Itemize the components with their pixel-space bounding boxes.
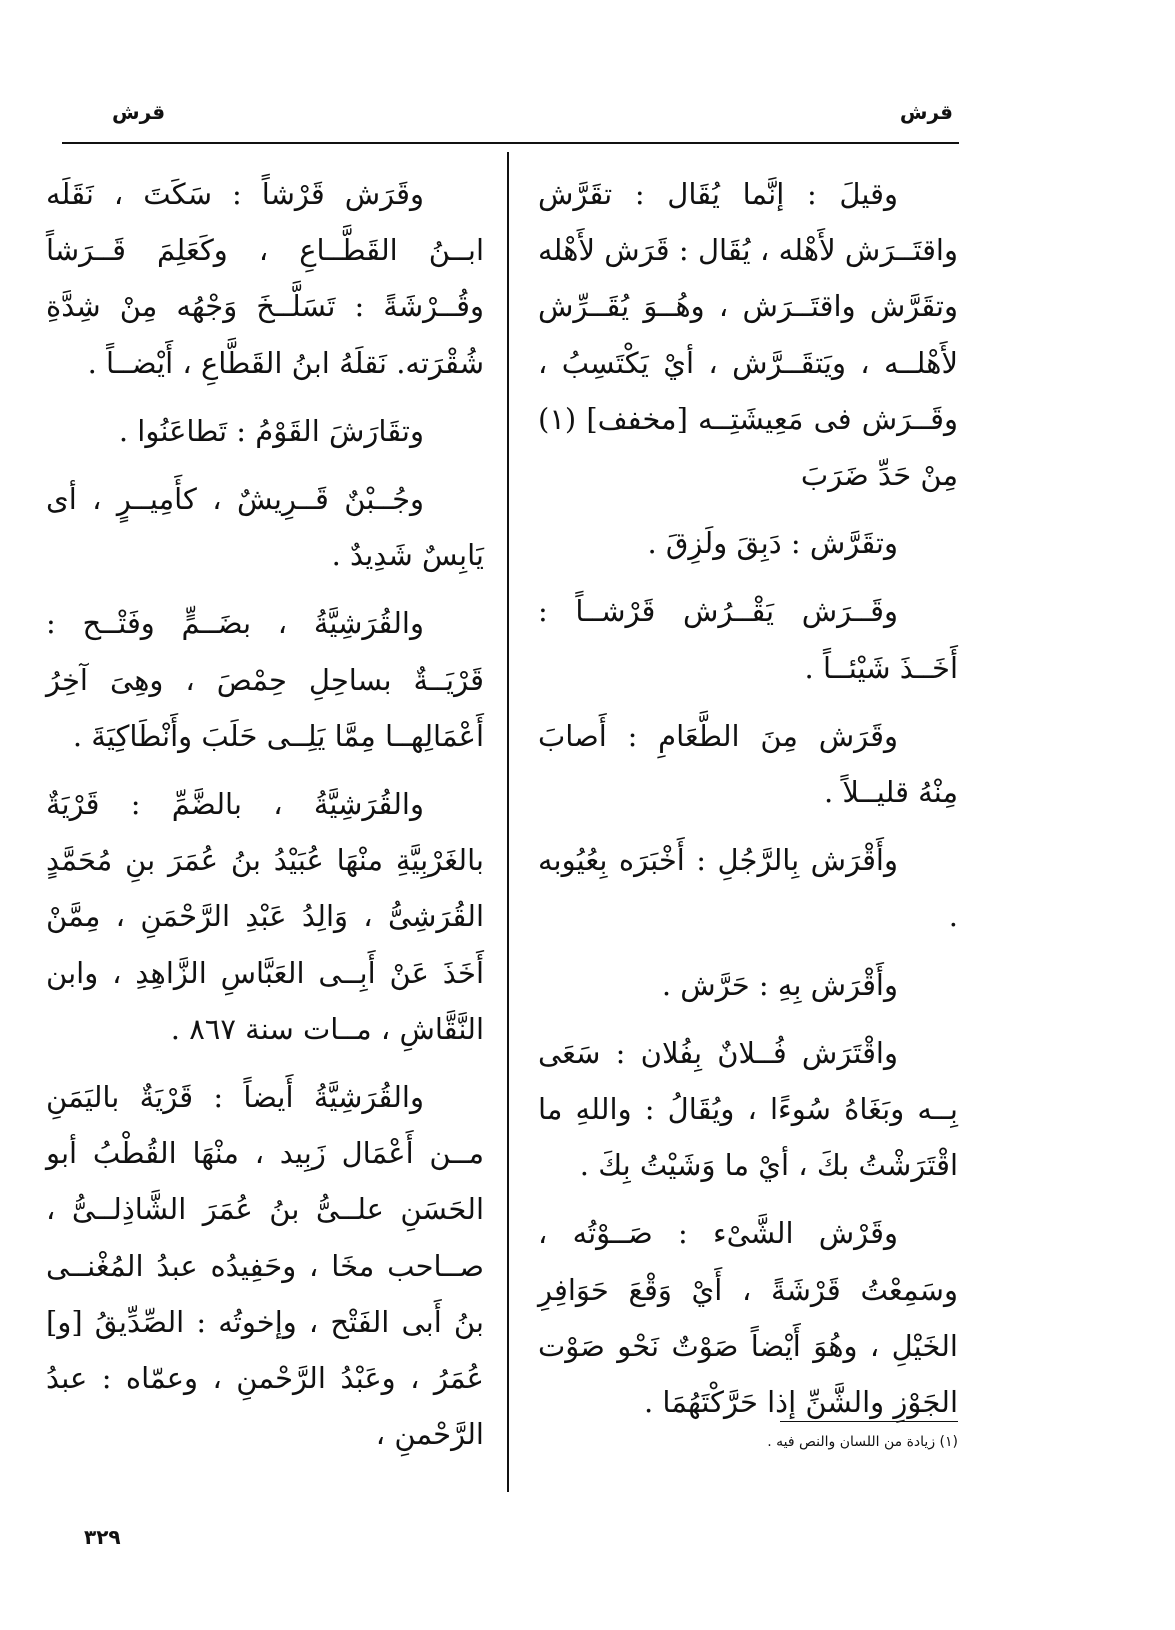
- page-number: ٣٢٩: [84, 1525, 121, 1549]
- header-rule: [62, 142, 959, 144]
- entry-paragraph: وقَــرَش يَقْــرُش قَرْشــاً : أَخَــذَ شَيْئــاً .: [538, 594, 958, 685]
- footnote: (١) زيادة من اللسان والنص فيه .: [767, 1434, 958, 1450]
- right-column: [538, 166, 958, 1442]
- entry-paragraph: والقُرَشِيَّةُ أَيضاً : قَرْيَةٌ باليَمَنِ مــن أَعْمَال زَبِيد ، منْهَا القُطْبُ أبو الحَسَنِ علــىُّ بنُ عُمَرَ الشَّاذِلــىُّ ، صــاحب مخَا ، وحَفِيدُه عبدُ المُغْنــى بنُ أَبى الفَتْح ، وإخوتُه : الصِّدِّيقُ [و] عُمَرُ ، وعَبْدُ الرَّحْمنِ ، وعمّاه : عبدُ الرَّحْمنِ ،: [46, 1080, 484, 1452]
- entry-paragraph: واقْتَرَش فُــلانٌ بِفُلان : سَعَى بِــه وبَغَاهُ سُوءًا ، ويُقَالُ : واللهِ ما اقْتَرَشْتُ بكَ ، أيْ ما وَشَيْتُ بِكَ .: [538, 1035, 958, 1183]
- running-header-right: قرش: [899, 100, 953, 124]
- entry-paragraph: وقَرَش مِنَ الطَّعَامِ : أَصابَ مِنْهُ قليــلاً .: [538, 718, 958, 810]
- entry-paragraph: وتقَرَّش : دَبِقَ ولَزِقَ .: [647, 526, 898, 561]
- footnote-rule: [780, 1421, 958, 1422]
- entry-paragraph: وقيلَ : إنَّما يُقَال : تقَرَّش واقتَــرَش لأَهْله ، يُقَال : قَرَش لأَهْله وتقَرَّش واقتَــرَش ، وهُــوَ يُقَــرِّش لأَهْلــه ، ويَتقَــرَّش ، أيْ يَكْتَسِبُ ، وقَــرَش فى مَعِيشَتِــه [مخفف] (١) مِنْ حَدِّ ضَرَبَ: [538, 177, 958, 493]
- entry-paragraph: والقُرَشِيَّةُ ، بضَــمٍّ وفَتْــح : قَرْيَــةٌ بساحِلِ حِمْصَ ، وهِىَ آخِرُ أَعْمَالِهــا مِمَّا يَلِــى حَلَبَ وأَنْطَاكِيَةَ .: [46, 606, 484, 753]
- left-column: [46, 166, 484, 1474]
- column-divider: [507, 152, 509, 1492]
- entry-paragraph: وتقَارَشَ القَوْمُ : تَطاعَنُوا .: [118, 413, 424, 448]
- entry-paragraph: وأَقْرَش بِالرَّجُلِ : أَخْبَرَه بِعُيُوبه .: [538, 843, 958, 934]
- entry-paragraph: وقَرْش الشَّىْء : صَــوْتُه ، وسَمِعْتُ قَرْشَةً ، أَيْ وَقْعَ حَوَافِرِ الخَيْلِ ، وهُوَ أَيْضاً صَوْتٌ نَحْو صَوْت الجَوْزِ والشَّنِّ إذا حَرَّكْتَهُمَا .: [538, 1216, 958, 1420]
- entry-paragraph: وأَقْرَش بِهِ : حَرَّش .: [661, 967, 898, 1002]
- running-header-left: قرش: [112, 100, 166, 124]
- entry-paragraph: وقَرَش قَرْشاً : سَكَتَ ، نَقَلَه ابــنُ القَطَّــاعِ ، وكَعَلِمَ قَــرَشاً وقُــرْشَةً : تَسَلَّــخَ وَجْهُه مِنْ شِدَّةِ شُقْرَته. نَقلَهُ ابنُ القَطَّاعِ ، أَيْضــاً .: [46, 177, 484, 380]
- entry-paragraph: وجُــبْنٌ قَــرِيشٌ ، كأَمِيــرٍ ، أى يَابِسٌ شَدِيدٌ .: [46, 482, 484, 573]
- entry-paragraph: والقُرَشِيَّةُ ، بالضَّمِّ : قَرْيَةٌ بالغَرْبِيَّةِ منْهَا عُبَيْدُ بنُ عُمَرَ بنِ مُحَمَّدٍ القُرَشِىُّ ، وَالِدُ عَبْدِ الرَّحْمَنِ ، مِمَّنْ أَخَذَ عَنْ أَبِــى العَبَّاسِ الزَّاهِدِ ، وابن النَّقَّاشِ ، مــات سنة ٨٦٧ .: [46, 787, 484, 1046]
